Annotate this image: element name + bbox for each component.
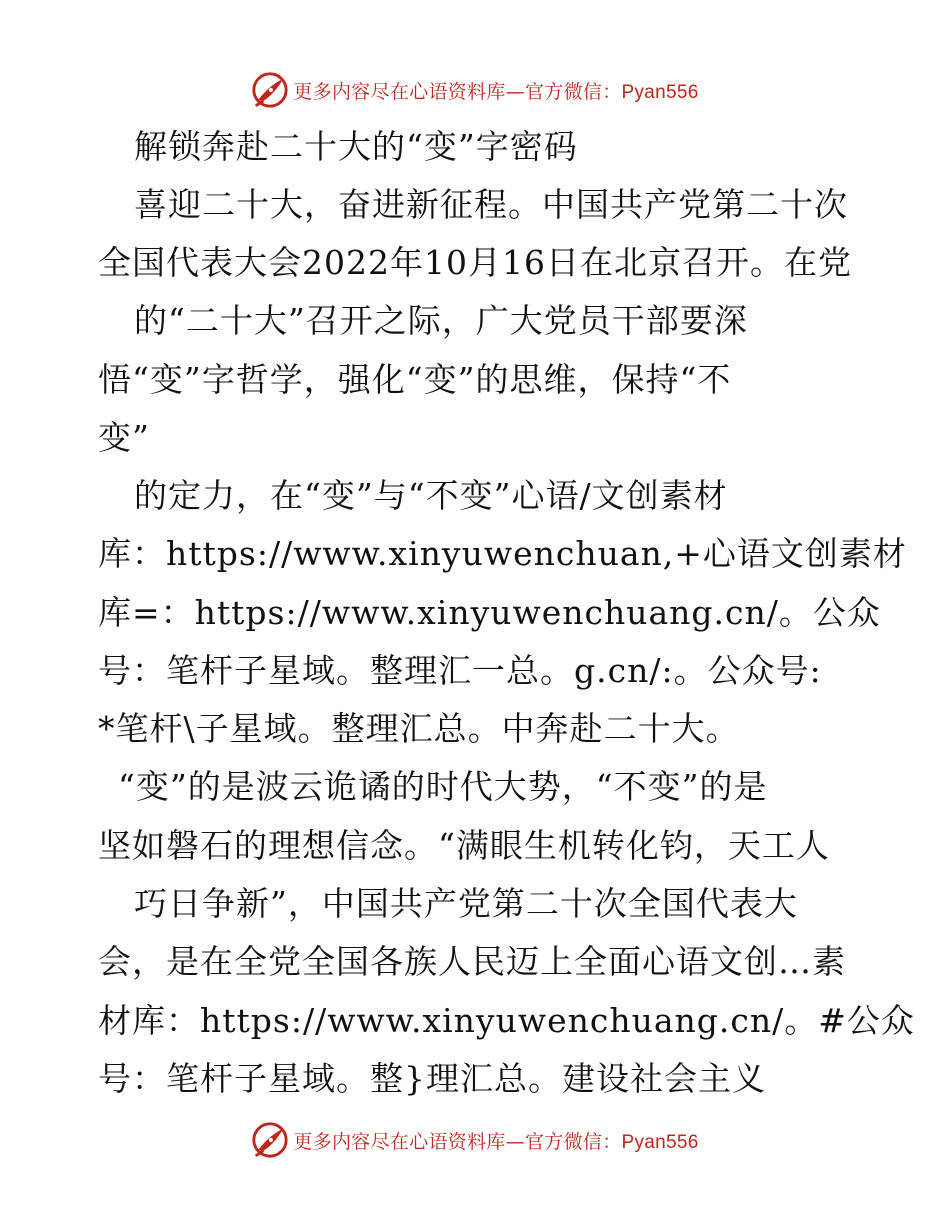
document-title: 解锁奔赴二十大的“变”字密码 <box>134 127 578 166</box>
text-line: 全国代表大会2022年10月16日在北京召开。在党 <box>98 243 852 282</box>
text-line: 的定力，在“变”与“不变”心语/文创素材 <box>134 476 728 515</box>
text-line: 悟“变”字哲学，强化“变”的思维，保持“不 <box>98 360 732 399</box>
pen-nib-logo-icon <box>251 1121 289 1159</box>
text-line: 号：笔杆子星域。整}理汇总。建设社会主义 <box>98 1059 766 1098</box>
text-line: 变” <box>98 418 150 457</box>
watermark-text: 更多内容尽在心语资料库—官方微信： <box>293 80 622 103</box>
text-line: 喜迎二十大，奋进新征程。中国共产党第二十次 <box>134 185 848 224</box>
text-line: 坚如磐石的理想信念。“满眼生机转化钧，天工人 <box>98 826 830 865</box>
text-line: 巧日争新”，中国共产党第二十次全国代表大 <box>134 884 798 923</box>
watermark-wechat-id: Pyan556 <box>621 81 699 103</box>
footer-watermark <box>0 1120 950 1160</box>
text-line: 会，是在全党全国各族人民迈上全面心语文创…素 <box>98 942 846 981</box>
text-line: 的“二十大”召开之际，广大党员干部要深 <box>134 301 748 340</box>
text-line: *笔杆\子星域。整理汇总。中奔赴二十大。 <box>98 709 740 748</box>
text-line: 材库：https://www.xinyuwenchuang.cn/。#公众 <box>98 1001 915 1040</box>
text-line: “变”的是波云诡谲的时代大势，“不变”的是 <box>118 767 768 806</box>
text-line: 库：https://www.xinyuwenchuan,+心语文创素材 <box>98 534 907 573</box>
text-line: 号：笔杆子星域。整理汇一总。g.cn/:。公众号: <box>98 651 822 690</box>
watermark-wechat-id: Pyan556 <box>621 1131 699 1153</box>
text-line: 库=：https://www.xinyuwenchuang.cn/。公众 <box>98 593 881 632</box>
watermark-text: 更多内容尽在心语资料库—官方微信： <box>293 1130 622 1153</box>
